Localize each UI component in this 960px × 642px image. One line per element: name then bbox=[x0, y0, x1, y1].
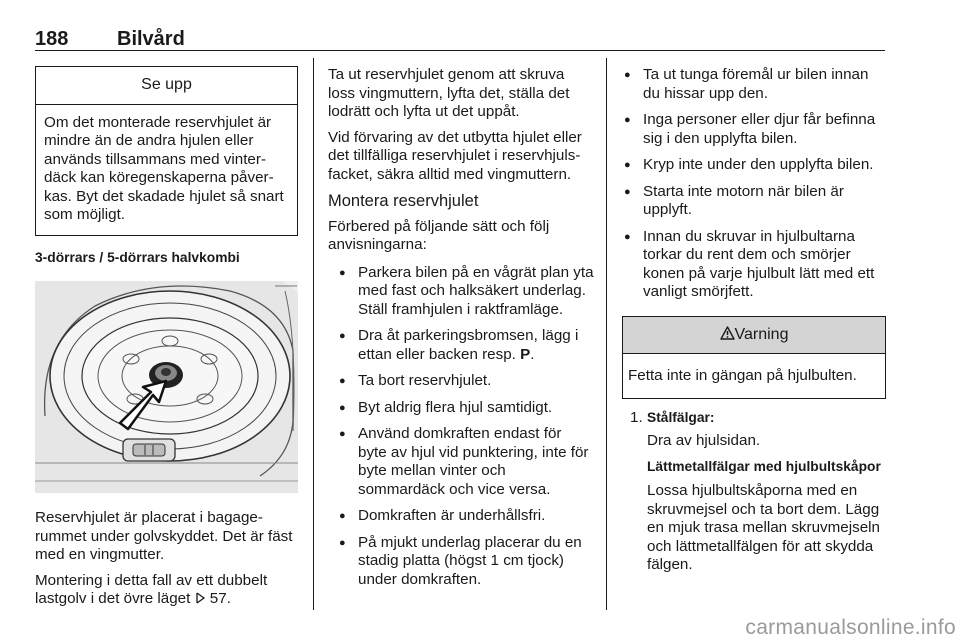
section-heading-mount-spare: Montera reservhjulet bbox=[328, 192, 479, 210]
prepare-intro: Förbered på följande sätt och följ anvisningarna: bbox=[328, 217, 550, 253]
warning-text: Fetta inte in gängan på hjulbulten. bbox=[628, 367, 857, 384]
list-item: ● Byt aldrig flera hjul samtidigt. bbox=[328, 399, 594, 418]
list-item: ● Domkraften är underhållsfri. bbox=[328, 507, 594, 526]
page-header bbox=[35, 28, 885, 51]
list-item: ● Ta ut tunga föremål ur bilen innan du hissar upp den. bbox=[622, 66, 886, 103]
step-number: 1. bbox=[630, 408, 643, 426]
list-item: ● Inga personer eller djur får befinna sig i den upplyfta bilen. bbox=[622, 111, 886, 148]
list-item: ● På mjukt underlag placerar du en stadig platta (högst 1 cm tjock) under domkraften. bbox=[328, 534, 594, 590]
double-floor-text-body: Montering i detta fall av ett dubbelt lastgolv i det övre läget bbox=[35, 571, 268, 607]
body-style-subheading: 3-dörrars / 5-dörrars halvkombi bbox=[35, 249, 240, 265]
list-item bbox=[328, 327, 594, 364]
list-item-end: . bbox=[530, 345, 535, 363]
page-title: Bilvård bbox=[117, 28, 185, 50]
column-3 bbox=[622, 66, 886, 582]
page-number: 188 bbox=[35, 28, 69, 50]
list-item: ● Parkera bilen på en vågrät plan yta med fast och halksäkert underlag. Ställ framhjulen i raktframläge. bbox=[328, 264, 594, 320]
alloy-title: Lättmetallfälgar med hjulbultskåpor bbox=[647, 458, 881, 474]
alloy-text: Lossa hjulbultskåporna med en skruvmejsel och ta bort dem. Lägg en mjuk trasa mellan skruvmejseln och lättmetallfälgen för att skydda fälgen. bbox=[647, 482, 880, 573]
list-item: ● Innan du skruvar in hjulbultarna torkar du rent dem och smörjer konen på varje hjulbult lätt med ett vanligt smörjfett. bbox=[622, 228, 886, 302]
preparation-list bbox=[328, 264, 594, 590]
warning-triangle-icon bbox=[720, 326, 735, 343]
column-divider-2 bbox=[606, 58, 607, 610]
warning-heading: Varning bbox=[734, 325, 789, 343]
double-floor-text bbox=[35, 572, 298, 609]
list-item: ● Använd domkraften endast för byte av hjul vid punktering, inte för byte mellan vinter och sommardäck och vice versa. bbox=[328, 425, 594, 499]
step-text: Dra av hjulsidan. bbox=[647, 432, 761, 449]
spare-wheel-location-text: Reservhjulet är placerat i bagagerummet under golvskyddet. Det är fäst med en vingmutter. bbox=[35, 509, 293, 563]
list-item: ● Ta bort reservhjulet. bbox=[328, 372, 594, 391]
spare-wheel-illustration bbox=[35, 281, 298, 493]
caution-heading: Se upp bbox=[36, 67, 297, 105]
list-item: ● Starta inte motorn när bilen är upplyft. bbox=[622, 183, 886, 220]
page-reference[interactable]: 57. bbox=[209, 590, 231, 607]
gear-p-label: P bbox=[520, 345, 531, 363]
step-title: Stålfälgar: bbox=[647, 409, 715, 425]
storage-text: Vid förvaring av det utbytta hjulet eller det tillfälliga reservhjulet i reservhjulsfacket, säkra alltid med vingmuttern. bbox=[328, 128, 582, 183]
page-reference-arrow-icon[interactable] bbox=[195, 590, 206, 607]
column-2 bbox=[328, 66, 594, 597]
column-divider-1 bbox=[313, 58, 314, 610]
safety-list bbox=[622, 66, 886, 302]
column-1 bbox=[35, 66, 298, 616]
watermark: carmanualsonline.info bbox=[745, 616, 956, 639]
caution-box bbox=[35, 66, 298, 236]
remove-spare-text: Ta ut reservhjulet genom att skruva loss vingmuttern, lyfta det, ställa det lodrätt och lyfta ut det uppåt. bbox=[328, 66, 570, 120]
warning-box bbox=[622, 316, 886, 399]
warning-header bbox=[623, 317, 885, 355]
caution-text: Om det monterade reservhjulet är mindre än de andra hjulen eller används tillsammans med vinterdäck kan köregenskaperna påverkas. Byt det skadade hjulet så snart som möjligt. bbox=[44, 113, 284, 223]
list-item: ● Kryp inte under den upplyfta bilen. bbox=[622, 156, 886, 175]
step-1 bbox=[622, 409, 886, 575]
list-item-text: Dra åt parkeringsbromsen, lägg i ettan eller backen resp. bbox=[358, 327, 579, 363]
